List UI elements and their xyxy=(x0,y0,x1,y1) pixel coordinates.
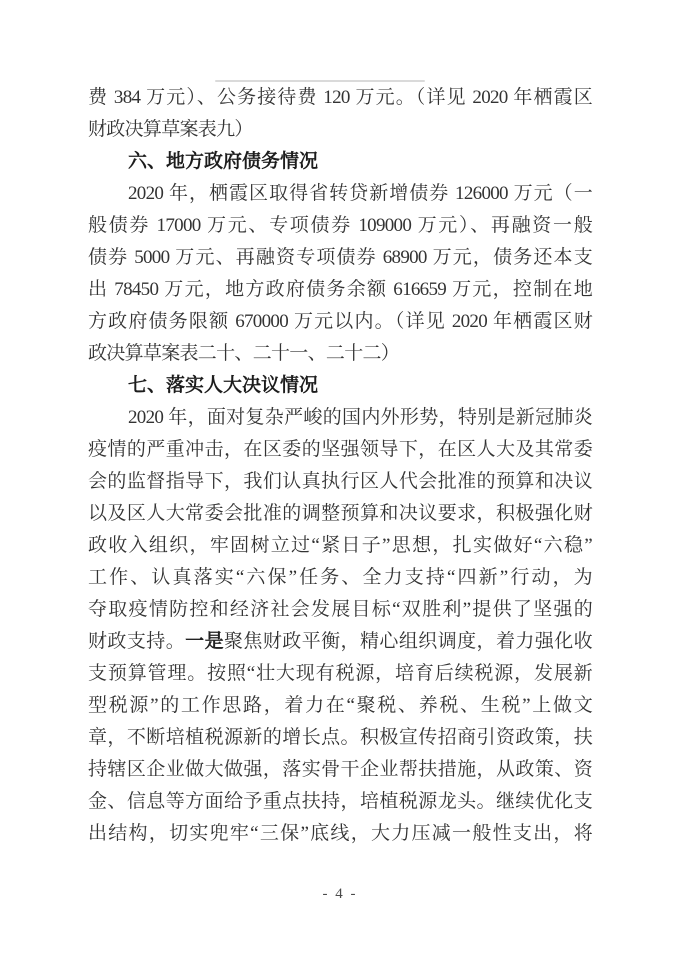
body-line: 政收入组织，牢固树立过“紧日子”思想，扎实做好“六稳” xyxy=(88,535,592,556)
body-line: 债券 5000 万元、再融资专项债券 68900 万元，债务还本支 xyxy=(88,247,592,268)
page-number: - 4 - xyxy=(322,886,358,902)
body-line: 方政府债务限额 670000 万元以内。（详见 2020 年栖霞区财 xyxy=(88,311,592,332)
heading-section-six: 六、地方政府债务情况 xyxy=(128,151,319,172)
body-line: 会的监督指导下，我们认真执行区人代会批准的预算和决议 xyxy=(88,471,592,492)
body-line: 出 78450 万元，地方政府债务余额 616659 万元，控制在地 xyxy=(88,279,592,300)
body-line: 支预算管理。按照“壮大现有税源，培育后续税源，发展新 xyxy=(88,663,592,684)
body-line: 持辖区企业做大做强，落实骨干企业帮扶措施，从政策、资 xyxy=(88,759,592,780)
body-line: 疫情的严重冲击，在区委的坚强领导下，在区人大及其常委 xyxy=(88,439,592,460)
body-line: 夺取疫情防控和经济社会发展目标“双胜利”提供了坚强的 xyxy=(88,599,592,620)
body-line-with-emphasis xyxy=(88,626,592,658)
body-line: 型税源”的工作思路，着力在“聚税、养税、生税”上做文 xyxy=(88,695,592,716)
body-line: 财政决算草案表九） xyxy=(88,119,253,140)
body-line: 2020 年，栖霞区取得省转贷新增债券 126000 万元（一 xyxy=(128,183,592,204)
body-line: 金、信息等方面给予重点扶持，培植税源龙头。继续优化支 xyxy=(88,791,592,812)
body-line: 工作、认真落实“六保”任务、全力支持“四新”行动，为 xyxy=(88,567,592,588)
body-line: 出结构，切实兜牢“三保”底线，大力压减一般性支出，将 xyxy=(88,823,592,844)
body-line: 费 384 万元）、公务接待费 120 万元。（详见 2020 年栖霞区 xyxy=(88,87,592,108)
body-line: 以及区人大常委会批准的调整预算和决议要求，积极强化财 xyxy=(88,503,592,524)
document-content xyxy=(88,82,592,850)
text-run: 财政支持。 xyxy=(88,631,186,652)
body-line: 般债券 17000 万元、专项债券 109000 万元）、再融资一般 xyxy=(88,215,592,236)
heading-section-seven: 七、落实人大决议情况 xyxy=(128,375,319,396)
body-line: 章，不断培植税源新的增长点。积极宣传招商引资政策，扶 xyxy=(88,727,592,748)
text-run: 聚焦财政平衡，精心组织调度，着力强化收 xyxy=(224,631,592,652)
body-line: 政决算草案表二十、二十一、二十二） xyxy=(88,343,400,364)
emphasis-run: 一是 xyxy=(185,631,224,652)
body-line: 2020 年，面对复杂严峻的国内外形势，特别是新冠肺炎 xyxy=(128,407,592,428)
